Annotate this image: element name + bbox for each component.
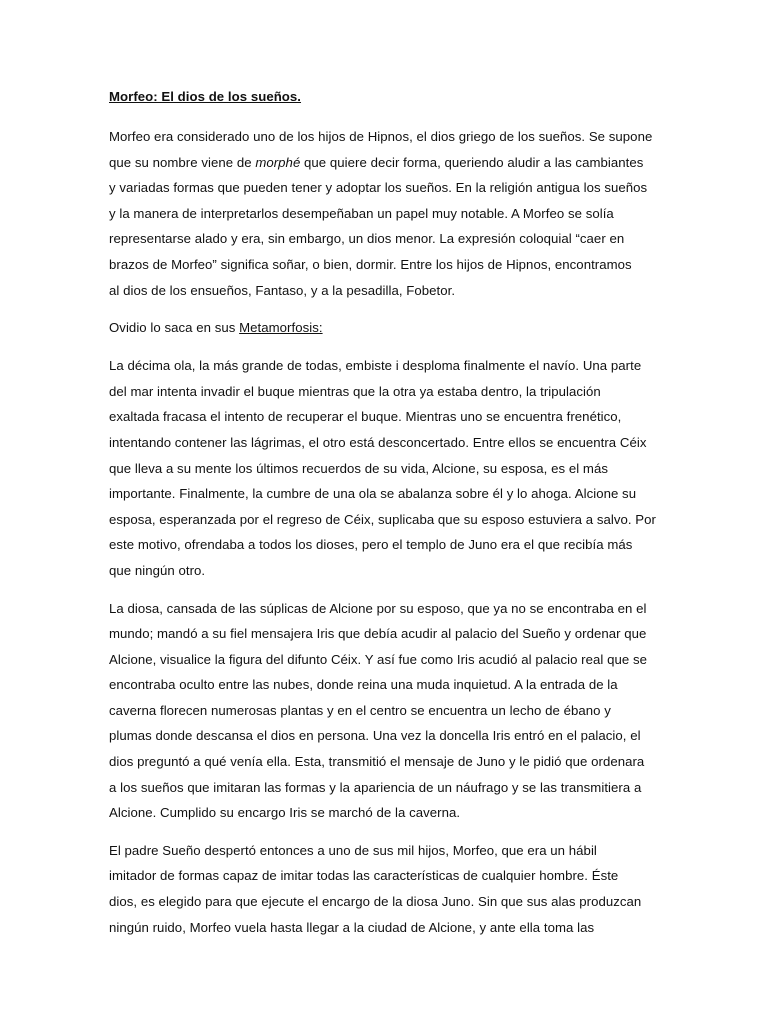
text-line: esposa, esperanzada por el regreso de Céix, suplicaba que su esposo estuviera a salvo. Por (109, 511, 656, 527)
text-line: El padre Sueño despertó entonces a uno de sus mil hijos, Morfeo, que era un hábil (109, 842, 597, 858)
paragraph-shipwreck (109, 353, 664, 583)
section-subheading: Ovidio lo saca en sus Metamorfosis: (109, 320, 323, 336)
text-line: caverna florecen numerosas plantas y en el centro se encuentra un lecho de ébano y (109, 702, 611, 718)
text-line: representarse alado y era, sin embargo, un dios menor. La expresión coloquial “caer en (109, 231, 625, 247)
text-line: a los sueños que imitaran las formas y la apariencia de un náufrago y se las transmitiera a (109, 779, 642, 795)
text-line: imitador de formas capaz de imitar todas las características de cualquier hombre. Éste (109, 868, 619, 884)
text-line: Morfeo era considerado uno de los hijos de Hipnos, el dios griego de los sueños. Se supone (109, 129, 653, 144)
text-line: La diosa, cansada de las súplicas de Alcione por su esposo, que ya no se encontraba en el (109, 600, 647, 616)
text-line: que ningún otro. (109, 562, 206, 578)
text-line: brazos de Morfeo” significa soñar, o bien, dormir. Entre los hijos de Hipnos, encontramos (109, 256, 632, 272)
work-title: Metamorfosis: (239, 320, 323, 336)
text-line: que su nombre viene de morphé que quiere decir forma, queriendo aludir a las cambiantes (109, 154, 644, 170)
text-line: dios preguntó a qué venía ella. Esta, transmitió el mensaje de Juno y le pidió que ordenara (109, 754, 645, 770)
document-title: Morfeo: El dios de los sueños. (109, 89, 302, 104)
text-line: y la manera de interpretarlos desempeñaban un papel muy notable. A Morfeo se solía (109, 205, 614, 221)
text-line: ningún ruido, Morfeo vuela hasta llegar a la ciudad de Alcione, y ante ella toma las (109, 919, 595, 935)
text-line: La décima ola, la más grande de todas, embiste i desploma finalmente el navío. Una parte (109, 358, 642, 374)
text-line: importante. Finalmente, la cumbre de una ola se abalanza sobre él y lo ahoga. Alcione su (109, 486, 637, 502)
text-line: del mar intenta invadir el buque mientras que la otra ya estaba dentro, la tripulación (109, 383, 601, 399)
document-body (109, 84, 664, 952)
text-line: encontraba oculto entre las nubes, donde reina una muda inquietud. A la entrada de la (109, 677, 618, 693)
text-line: dios, es elegido para que ejecute el encargo de la diosa Juno. Sin que sus alas produzcan (109, 894, 642, 910)
text-line: y variadas formas que pueden tener y adoptar los sueños. En la religión antigua los sueños (109, 180, 648, 196)
text-line: plumas donde descansa el dios en persona. Una vez la doncella Iris entró en el palacio, el (109, 728, 641, 744)
text-line: este motivo, ofrendaba a todos los dioses, pero el templo de Juno era el que recibía más (109, 537, 633, 553)
paragraph-intro (109, 124, 664, 303)
text-line: intentando contener las lágrimas, el otro está desconcertado. Entre ellos se encuentra Céix (109, 434, 647, 450)
text-line: exaltada fracasa el intento de recuperar el buque. Mientras uno se encuentra frenético, (109, 409, 622, 425)
text-line: Alcione. Cumplido su encargo Iris se marchó de la caverna. (109, 805, 461, 821)
text-line: al dios de los ensueños, Fantaso, y a la pesadilla, Fobetor. (109, 282, 456, 298)
text-line: que lleva a su mente los últimos recuerdos de su vida, Alcione, su esposa, es el más (109, 460, 608, 476)
paragraph-morfeo (109, 838, 664, 940)
paragraph-goddess (109, 596, 664, 826)
text-line: mundo; mandó a su fiel mensajera Iris que debía acudir al palacio del Sueño y ordenar que (109, 626, 647, 642)
emphasis-term: morphé (255, 154, 301, 170)
text-line: Alcione, visualice la figura del difunto Céix. Y así fue como Iris acudió al palacio real que se (109, 651, 647, 667)
